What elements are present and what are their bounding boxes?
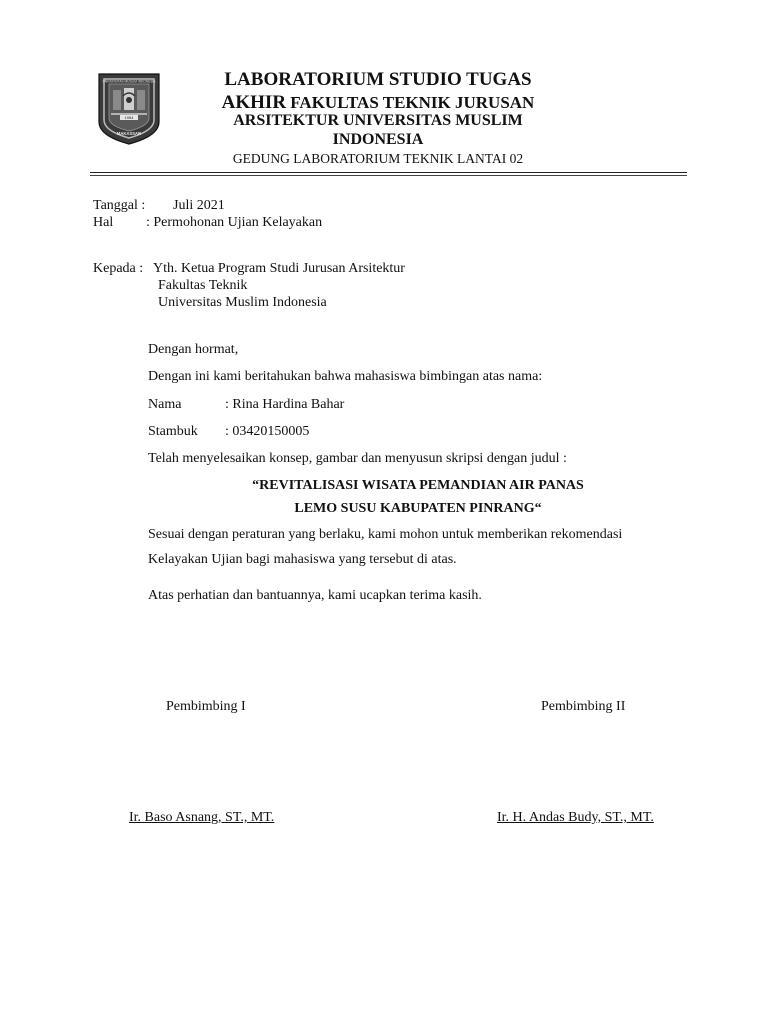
letterhead-divider-thin <box>90 175 687 176</box>
advisor-2-name: Ir. H. Andas Budy, ST., MT. <box>497 810 654 825</box>
name-label: Nama <box>148 397 182 412</box>
date-label: Tanggal : <box>93 198 146 213</box>
student-id-value: : 03420150005 <box>225 424 310 439</box>
letterhead-line-1: LABORATORIUM STUDIO TUGAS <box>224 69 532 90</box>
date-value: Juli 2021 <box>173 198 225 213</box>
name-value: : Rina Hardina Bahar <box>225 397 345 412</box>
letterhead-line-2-bold: AKHIR <box>221 92 287 113</box>
advisor-1-name: Ir. Baso Asnang, ST., MT. <box>129 810 275 825</box>
letterhead-line-2 <box>200 93 556 112</box>
letterhead-line-3: ARSITEKTUR UNIVERSITAS MUSLIM <box>233 112 523 129</box>
request-text-line-2: Kelayakan Ujian bagi mahasiswa yang tersebut di atas. <box>148 552 457 567</box>
letterhead-line-4: INDONESIA <box>332 131 424 148</box>
logo-year: 1954 <box>124 115 134 121</box>
greeting: Dengan hormat, <box>148 342 239 357</box>
recipient-line-1: Yth. Ketua Program Studi Jurusan Arsitektur <box>153 261 405 276</box>
logo-text-top: UNIVERSITAS MUSLIM INDONESIA <box>102 79 156 84</box>
subject-value: : Permohonan Ujian Kelayakan <box>146 215 323 230</box>
advisor-2-title: Pembimbing II <box>541 699 626 714</box>
thesis-title-line-1: “REVITALISASI WISATA PEMANDIAN AIR PANAS <box>252 478 584 493</box>
letterhead-line-2-rest: FAKULTAS TEKNIK JURUSAN <box>286 93 535 112</box>
request-text-line-1: Sesuai dengan peraturan yang berlaku, kami mohon untuk memberikan rekomendasi <box>148 527 623 542</box>
university-crest-icon <box>93 70 165 146</box>
letterhead-divider <box>90 172 687 173</box>
logo-city: MAKASSAR <box>116 131 142 136</box>
recipient-line-3: Universitas Muslim Indonesia <box>158 295 327 310</box>
recipient-label: Kepada : <box>93 261 144 276</box>
advisor-1-title: Pembimbing I <box>166 699 246 714</box>
completion-text: Telah menyelesaikan konsep, gambar dan menyusun skripsi dengan judul : <box>148 451 567 466</box>
recipient-line-2: Fakultas Teknik <box>158 278 248 293</box>
subject-label: Hal <box>93 215 114 230</box>
student-id-label: Stambuk <box>148 424 198 439</box>
intro-text: Dengan ini kami beritahukan bahwa mahasiswa bimbingan atas nama: <box>148 369 543 384</box>
closing-text: Atas perhatian dan bantuannya, kami ucapkan terima kasih. <box>148 588 482 603</box>
thesis-title-line-2: LEMO SUSU KABUPATEN PINRANG“ <box>294 501 542 516</box>
letterhead-address: GEDUNG LABORATORIUM TEKNIK LANTAI 02 <box>232 151 524 166</box>
